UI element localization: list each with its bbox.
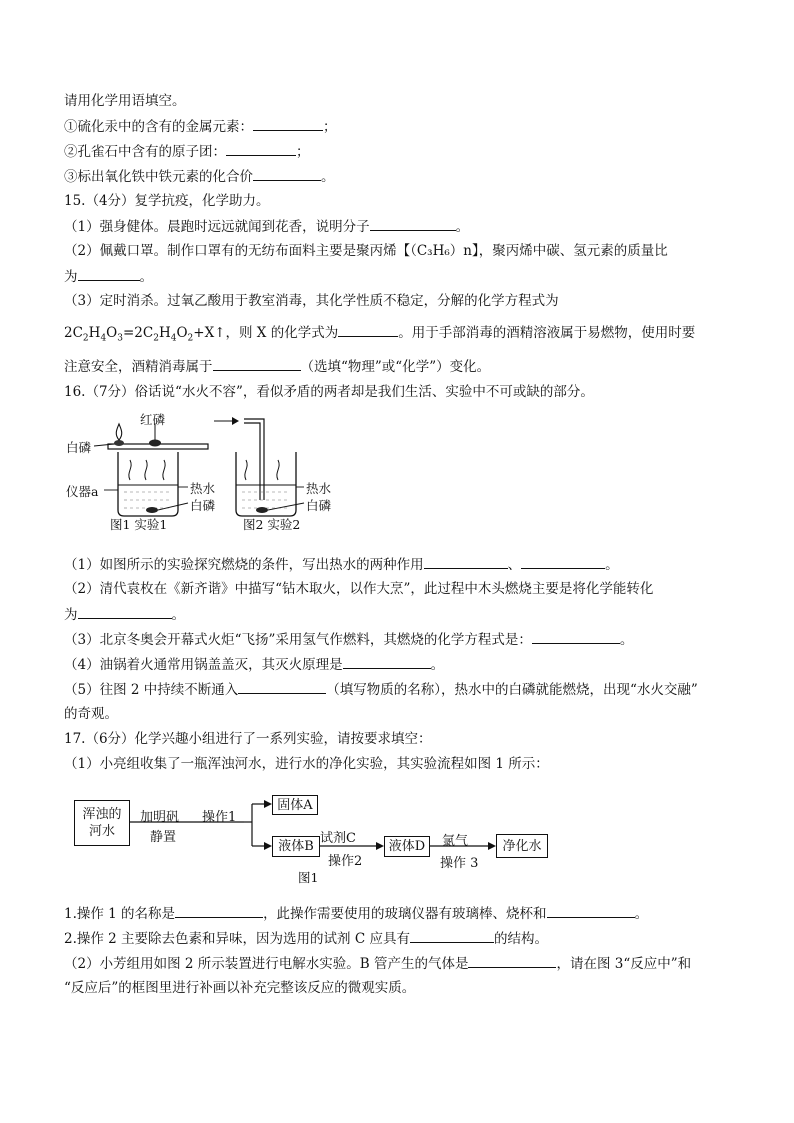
q17-part2: （2）小芳组用如图 2 所示装置进行电解水实验。B 管产生的气体是 ，请在图 3“反应中”和 bbox=[64, 953, 691, 974]
q15-part3c: 注意安全，酒精消毒属于 （选填“物理”或“化学”）变化。 bbox=[64, 356, 490, 377]
q15-equation-line: $2C_2H_4O_3=2C_2H_4O_2+X↑$，则 X 的化学式为 。用于手部消毒的酒精溶液属于易燃物，使用时要 bbox=[64, 322, 695, 349]
q16-part1: （1）如图所示的实验探究燃烧的条件，写出热水的两种作用 、 。 bbox=[64, 554, 619, 575]
red-phosphorus bbox=[149, 440, 161, 447]
answer-blank[interactable] bbox=[547, 903, 635, 918]
answer-blank[interactable] bbox=[226, 141, 296, 156]
box-purified-water: 净化水 bbox=[496, 834, 548, 858]
fig1-caption: 图1 实验1 bbox=[110, 517, 168, 532]
q15-part1: （1）强身健体。晨跑时远远就闻到花香，说明分子 。 bbox=[64, 216, 469, 237]
label-white-phosphorus-water: 白磷 bbox=[190, 498, 216, 513]
q15-part3: （3）定时消杀。过氧乙酸用于教室消毒，其化学性质不稳定，分解的化学方程式为 bbox=[64, 293, 559, 309]
q17-part2b: “反应后”的框图里进行补画以补充完整该反应的微观实质。 bbox=[64, 980, 416, 996]
answer-blank[interactable] bbox=[175, 903, 263, 918]
label-operation-3: 操作 3 bbox=[440, 856, 479, 871]
box-muddy-river-water: 浑浊的 河水 bbox=[74, 800, 130, 846]
q16-part2: （2）清代袁枚在《新齐谐》中描写“钻木取火，以作大烹”，此过程中木头燃烧主要是将化学能转化 bbox=[64, 581, 654, 597]
q16-part2b: 为 。 bbox=[64, 604, 185, 625]
q16-part4: （4）油锅着火通常用锅盖盖灭，其灭火原理是 。 bbox=[64, 654, 444, 675]
line-intro: 请用化学用语填空。 bbox=[64, 93, 186, 109]
answer-blank[interactable] bbox=[253, 116, 323, 131]
q16-part5: （5）往图 2 中持续不断通入 （填写物质的名称），热水中的白磷就能燃烧，出现“水火交融” bbox=[64, 679, 698, 700]
box-solid-a: 固体A bbox=[272, 795, 318, 815]
answer-blank[interactable] bbox=[343, 654, 431, 669]
answer-blank[interactable] bbox=[78, 604, 172, 619]
label-operation-1: 操作1 bbox=[202, 810, 237, 825]
q16-part5b: 的奇观。 bbox=[64, 706, 118, 722]
label-hot-water-2: 热水 bbox=[306, 481, 332, 496]
flame-icon bbox=[116, 424, 121, 440]
label-hot-water: 热水 bbox=[190, 481, 216, 496]
q15-part2: （2）佩戴口罩。制作口罩有的无纺布面料主要是聚丙烯【（C₃H₆）n】，聚丙烯中碳、氢元素的质量比 bbox=[64, 243, 668, 259]
label-settle: 静置 bbox=[150, 830, 177, 845]
q15-title: 15.（4分）复学抗疫，化学助力。 bbox=[64, 193, 270, 209]
label-chlorine: 氯气 bbox=[442, 834, 469, 849]
answer-blank[interactable] bbox=[532, 629, 620, 644]
q16-part3: （3）北京冬奥会开幕式火炬“飞扬”采用氢气作燃料，其燃烧的化学方程式是： 。 bbox=[64, 629, 633, 650]
answer-blank[interactable] bbox=[370, 216, 456, 231]
box-liquid-b: 液体B bbox=[272, 836, 320, 857]
line-2: ②孔雀石中含有的原子团： ； bbox=[64, 141, 310, 162]
answer-blank[interactable] bbox=[78, 266, 140, 281]
fig2-caption: 图2 实验2 bbox=[243, 517, 301, 532]
label-reagent-c: 试剂C bbox=[320, 831, 356, 846]
label-add-alum: 加明矾 bbox=[140, 810, 180, 825]
answer-blank[interactable] bbox=[521, 554, 605, 569]
beaker bbox=[118, 452, 178, 516]
label-operation-2: 操作2 bbox=[328, 854, 363, 869]
label-white-phosphorus: 白磷 bbox=[66, 440, 92, 455]
q17-part1: （1）小亮组收集了一瓶浑浊河水，进行水的净化实验，其实验流程如图 1 所示： bbox=[64, 756, 549, 772]
q16-title: 16.（7分）俗话说“水火不容”，看似矛盾的两者却是我们生活、实验中不可或缺的部分。 bbox=[64, 384, 594, 400]
box-liquid-d: 液体D bbox=[384, 836, 430, 857]
q17-item-b: 2.操作 2 主要除去色素和异味，因为选用的试剂 C 应具有 的结构。 bbox=[64, 928, 548, 949]
answer-blank[interactable] bbox=[253, 166, 321, 181]
answer-blank[interactable] bbox=[468, 953, 556, 968]
white-phosphorus bbox=[114, 440, 124, 446]
answer-blank[interactable] bbox=[213, 356, 301, 371]
answer-blank[interactable] bbox=[410, 928, 494, 943]
line-1: ①硫化汞中的含有的金属元素： ； bbox=[64, 116, 337, 137]
line-3: ③标出氧化铁中铁元素的化合价 。 bbox=[64, 166, 335, 187]
flowchart-caption: 图1 bbox=[298, 870, 319, 885]
q17-title: 17.（6分）化学兴趣小组进行了一系列实验，请按要求填空： bbox=[64, 731, 432, 747]
label-instrument-a: 仪器a bbox=[66, 484, 99, 499]
q17-item-a: 1.操作 1 的名称是 ，此操作需要使用的玻璃仪器有玻璃棒、烧杯和 。 bbox=[64, 903, 648, 924]
label-red-phosphorus: 红磷 bbox=[140, 412, 166, 427]
answer-blank[interactable] bbox=[238, 679, 326, 694]
label-white-phosphorus-2: 白磷 bbox=[306, 498, 332, 513]
answer-blank[interactable] bbox=[424, 554, 508, 569]
q15-part2b: 为 。 bbox=[64, 266, 153, 287]
chemical-equation: $2C_2H_4O_3=2C_2H_4O_2+X↑$ bbox=[64, 325, 226, 344]
answer-blank[interactable] bbox=[338, 322, 398, 337]
